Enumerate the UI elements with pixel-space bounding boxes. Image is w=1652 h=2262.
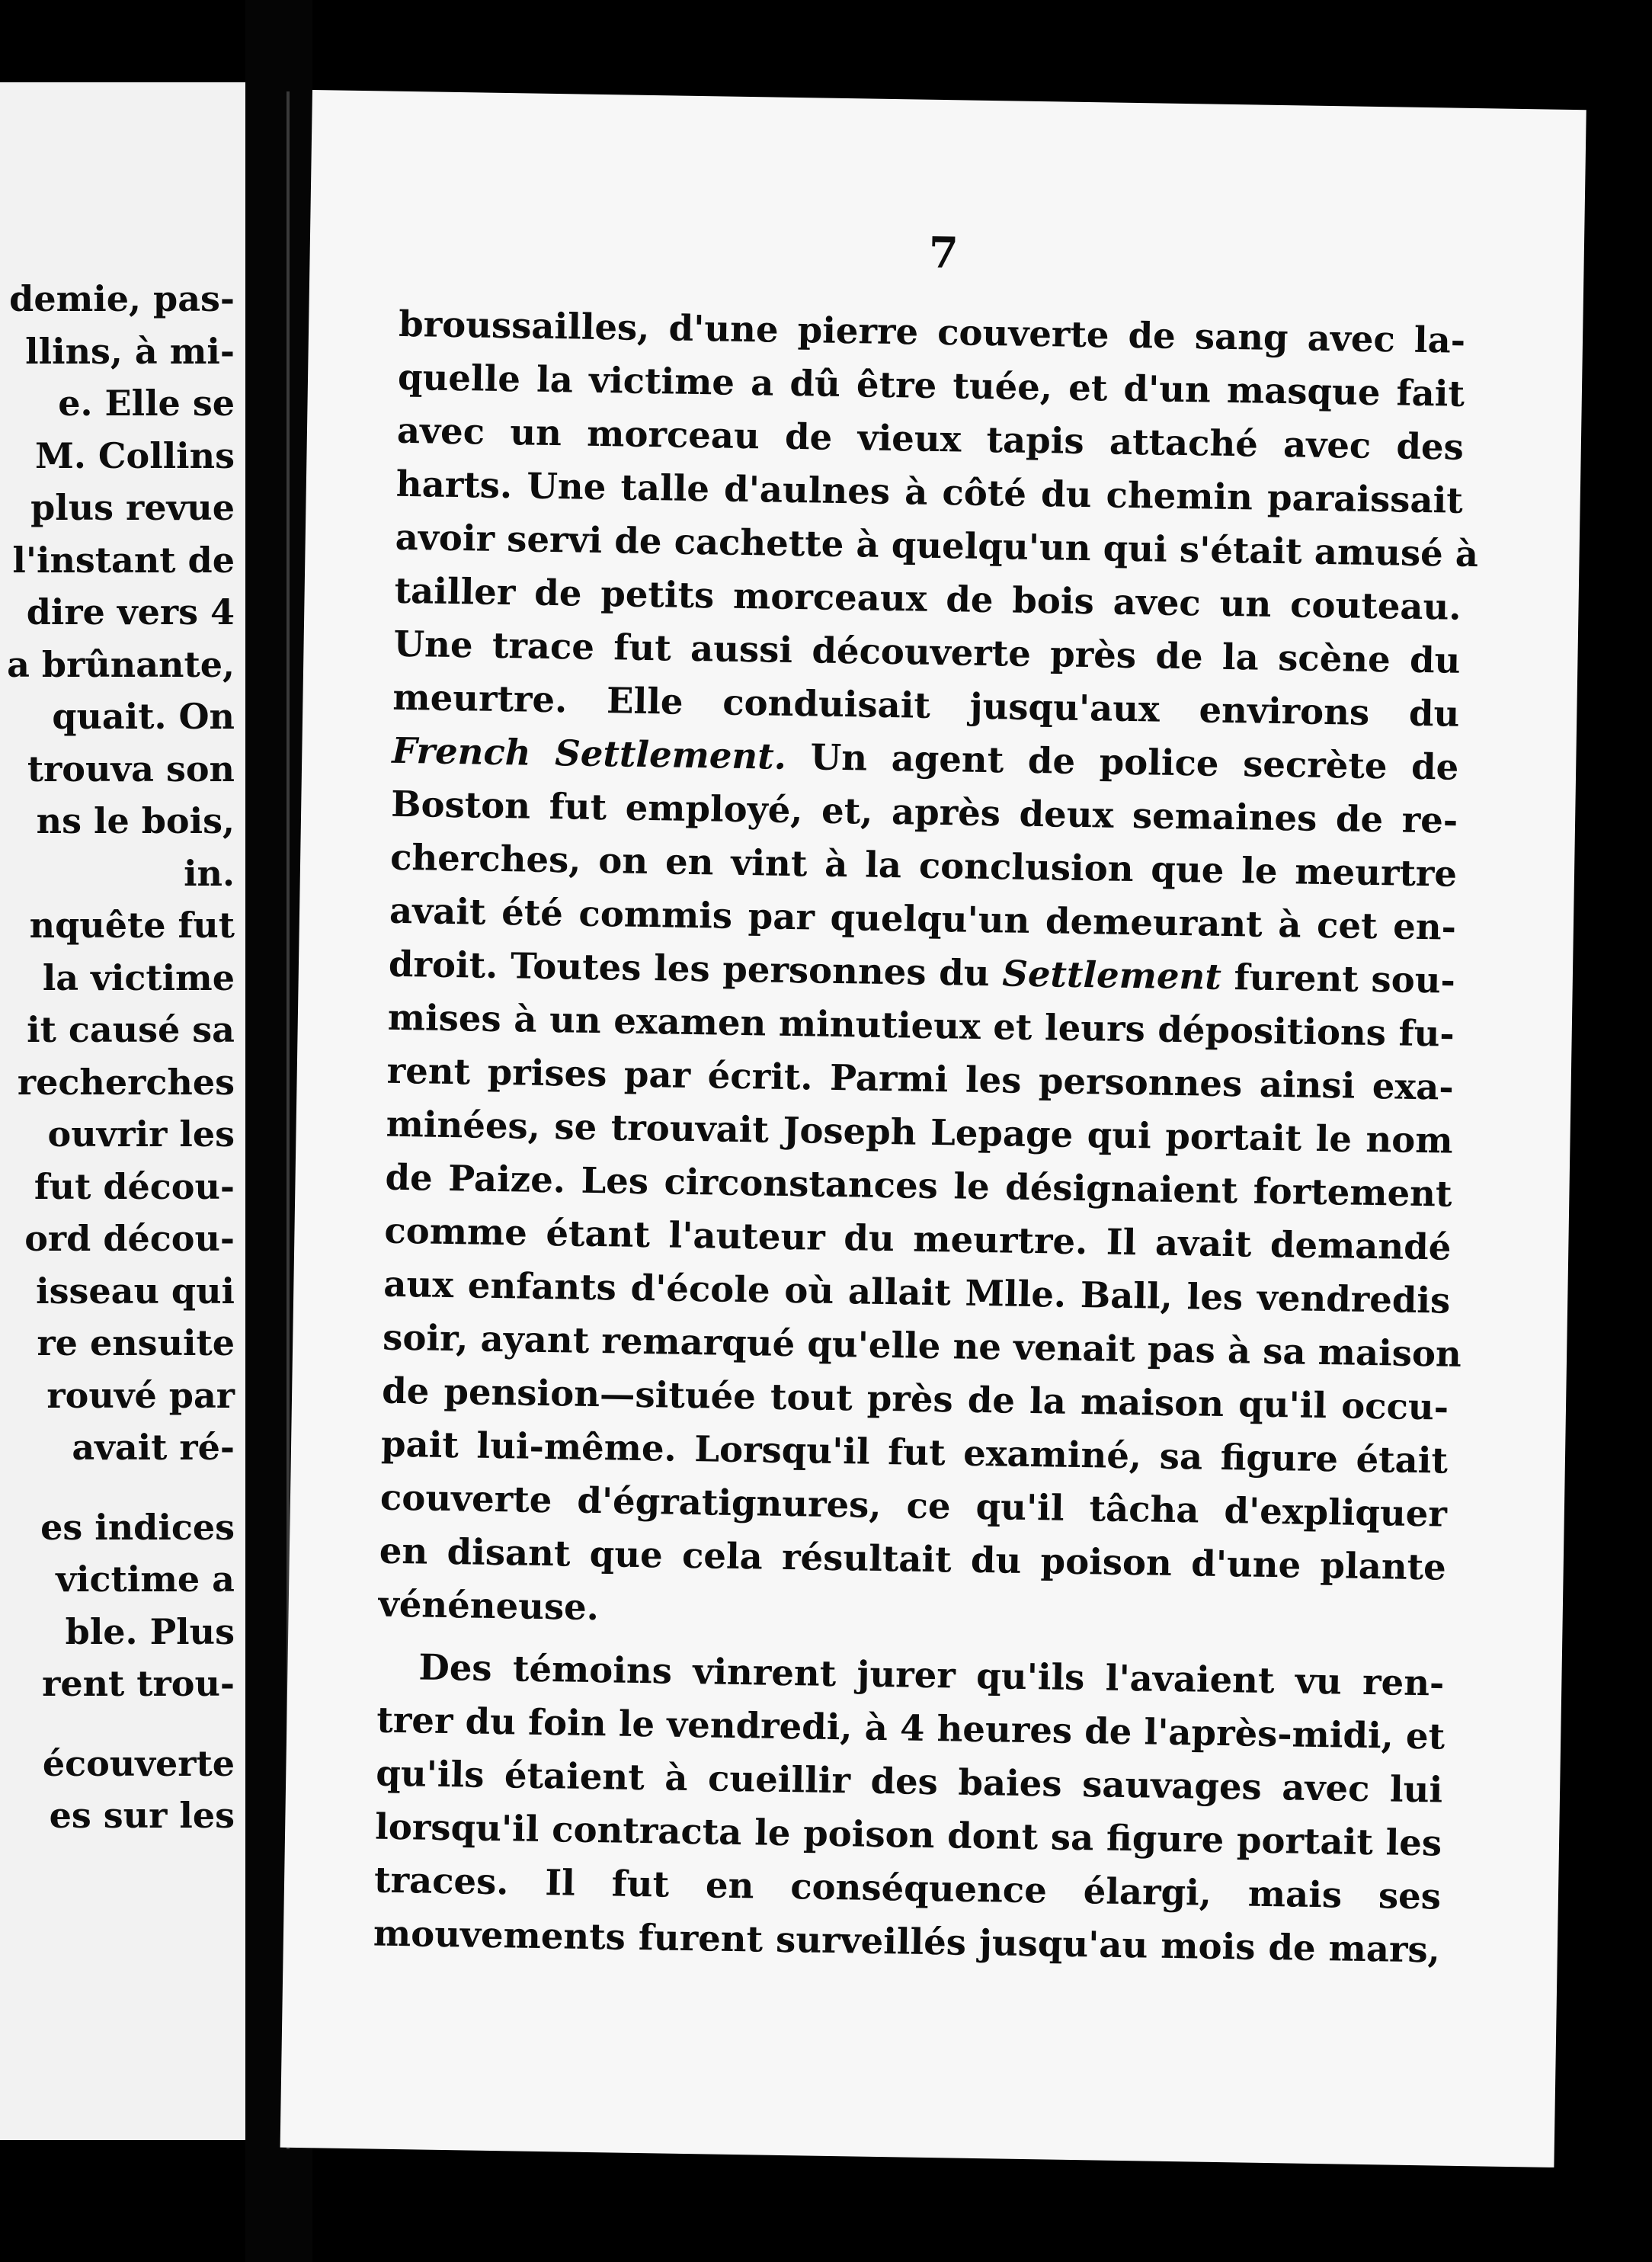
text-line: lorsqu'il contracta le poison dont sa figure portait les (374, 1805, 1442, 1864)
text-line: fut décou- (34, 1165, 235, 1207)
text-line: ble. Plus (65, 1610, 235, 1652)
text-line: re ensuite (37, 1322, 235, 1363)
text-line: soir, ayant remarqué qu'elle ne venait pas à sa maison (382, 1315, 1462, 1375)
text-line: aux enfants d'école où allait Mlle. Ball, les vendredis (383, 1262, 1451, 1322)
text-line: ns le bois, (36, 800, 235, 841)
text-line: mouvements furent surveillés jusqu'au mois de mars, (373, 1911, 1441, 1971)
text-line: isseau qui (36, 1270, 235, 1312)
right-page-text (373, 297, 1479, 1977)
text-line: avait ré- (72, 1427, 235, 1468)
text-line: minées, se trouvait Joseph Lepage qui portait le nom (386, 1102, 1453, 1161)
text-line: rent trou- (42, 1663, 235, 1704)
right-page (280, 90, 1586, 2167)
paragraph-gap (7, 1710, 235, 1738)
text-line: Une trace fut aussi découverte près de la scène du (393, 622, 1461, 681)
text-line: Boston fut employé, et, après deux semaines de re- (390, 782, 1458, 841)
text-line: harts. Une talle d'aulnes à côté du chemin paraissait (395, 462, 1464, 521)
text-line: avoir servi de cachette à quelqu'un qui s'était amusé à (395, 515, 1479, 575)
text-line: tailler de petits morceaux de bois avec un couteau. (394, 569, 1462, 628)
italic-term: French Settlement. (391, 729, 787, 777)
text-line: avec un morceau de vieux tapis attaché avec des (396, 409, 1465, 468)
text-line: l'instant de (12, 539, 235, 581)
text-span: droit. Toutes les personnes du (388, 942, 991, 995)
text-line: trouva son (27, 748, 235, 790)
text-span: furent sou- (1234, 956, 1456, 1001)
text-line: pait lui-même. Lorsqu'il fut examiné, sa figure était (380, 1422, 1449, 1482)
text-line: es sur les (49, 1795, 235, 1836)
text-line: meurtre. Elle conduisait jusqu'aux environs du (392, 675, 1460, 735)
text-line: couverte d'égratignures, ce qu'il tâcha d'expliquer (379, 1475, 1448, 1535)
text-line: dire vers 4 (26, 591, 235, 633)
text-line: ord décou- (24, 1218, 235, 1259)
text-line: a brûnante, (7, 643, 235, 685)
text-line: quelle la victime a dû être tuée, et d'un masque fait (397, 355, 1465, 415)
text-line: it causé sa (27, 1009, 235, 1050)
text-line: la victime (42, 956, 235, 998)
text-line: cherches, on en vint à la conclusion que le meurtre (389, 835, 1458, 895)
text-line: nquête fut (29, 905, 235, 946)
text-line: traces. Il fut en conséquence élargi, mais ses (373, 1858, 1442, 1918)
text-line: de Paize. Les circonstances le désignaient fortement (385, 1155, 1452, 1215)
text-line: mises à un examen minutieux et leurs dépositions fu- (387, 995, 1455, 1055)
text-line: ouvrir les (47, 1113, 235, 1155)
text-line: e. Elle se (58, 383, 235, 424)
text-line: recherches (17, 1061, 235, 1103)
text-line: trer du foin le vendredi, à 4 heures de l'après-midi, et (376, 1698, 1446, 1757)
text-line: plus revue (30, 487, 235, 528)
text-line: llins, à mi- (25, 330, 235, 372)
text-span: Un agent de police secrète de (810, 735, 1459, 788)
text-line: in. (184, 852, 235, 894)
text-line: en disant que cela résultait du poison d'une plante (379, 1529, 1447, 1588)
text-line: avait été commis par quelqu'un demeurant à cet en- (389, 889, 1457, 948)
text-line: es indices (40, 1506, 235, 1548)
paragraph-gap (7, 1474, 235, 1501)
italic-term: Settlement (1001, 952, 1222, 998)
left-page-text (7, 273, 235, 1842)
text-line: de pension—située tout près de la maison qu'il occu- (381, 1369, 1449, 1428)
text-line: demie, pas- (9, 278, 235, 319)
page-number: 7 (928, 227, 959, 279)
text-line: Des témoins vinrent jurer qu'ils l'avaient vu ren- (418, 1645, 1445, 1704)
text-line: quait. On (52, 696, 235, 737)
text-line: M. Collins (34, 434, 235, 476)
text-line: écouverte (42, 1742, 235, 1784)
text-line: rent prises par écrit. Parmi les personnes ainsi exa- (386, 1049, 1455, 1108)
text-line: vénéneuse. (378, 1582, 600, 1629)
text-line: qu'ils étaient à cueillir des baies sauvages avec lui (375, 1751, 1443, 1811)
text-line: broussailles, d'une pierre couverte de sang avec la- (398, 302, 1466, 361)
text-line: comme étant l'auteur du meurtre. Il avait demandé (384, 1209, 1452, 1268)
left-page (0, 82, 245, 2140)
text-line: rouvé par (46, 1374, 235, 1416)
text-line: victime a (56, 1559, 235, 1600)
